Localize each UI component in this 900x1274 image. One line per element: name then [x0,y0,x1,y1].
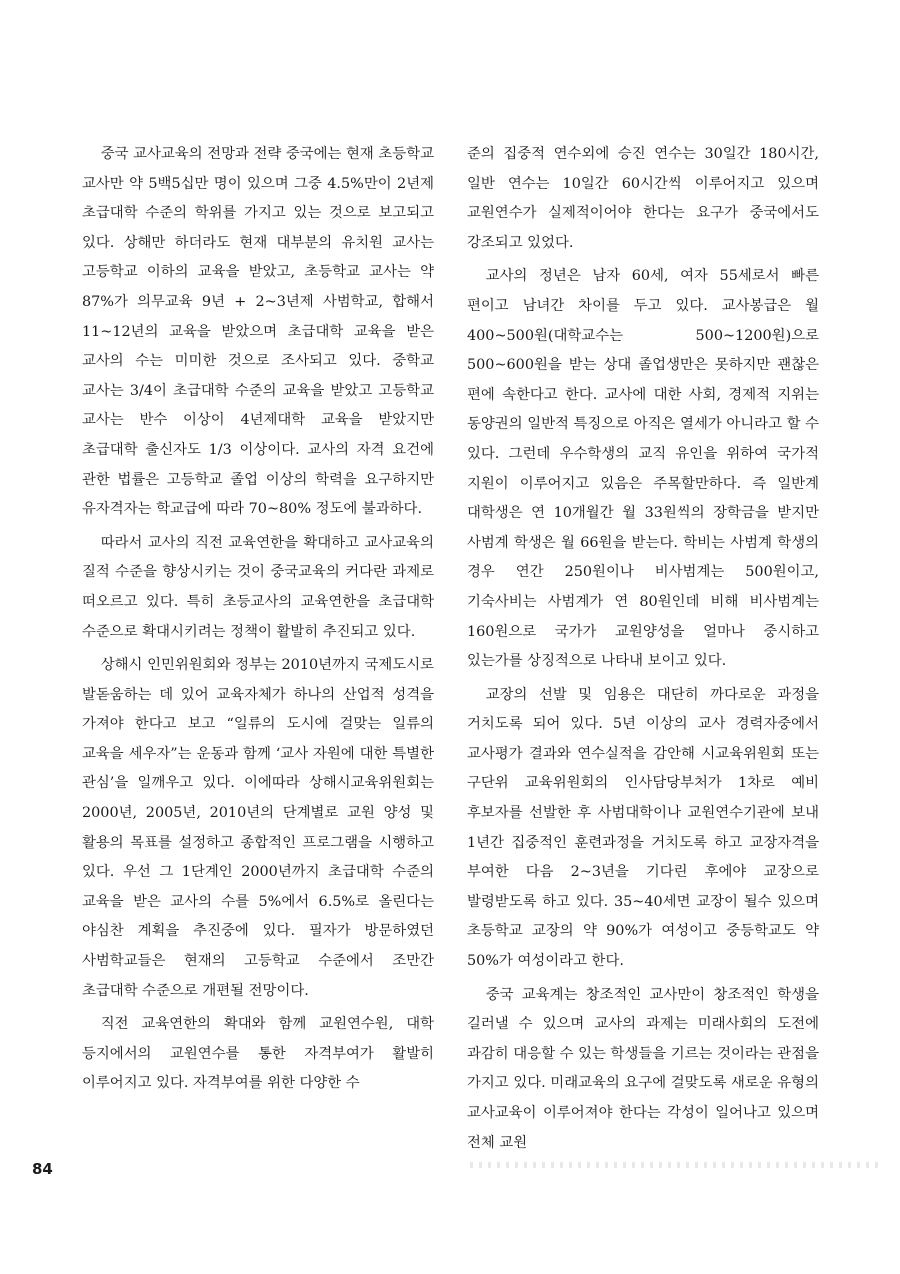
paragraph-continued: 준의 집중적 연수외에 승진 연수는 30일간 180시간, 일반 연수는 10일간 60시간씩 이루어지고 있으며 교원연수가 실제적이어야 한다는 요구가 중국에서도 강조되고 있었다. [467,146,819,251]
paragraph: 중국 교사교육의 전망과 전략 중국에는 현재 초등학교 교사만 약 5백5십만 명이 있으며 그중 4.5%만이 2년제 초급대학 수준의 학위를 가지고 있는 것으로 보고되고 있다. 상해만 하더라도 현재 대부분의 유치원 교사는 고등학교 이하의 교육을 받았고, 초등학교 교사는 약 87%가 의무교육 9년 + 2~3년제 사범학교, 합해서 11~12년의 교육을 받았으며 초급대학 교육을 받은 교사의 수는 미미한 것으로 조사되고 있다. 중학교 교사는 3/4이 초급대학 수준의 교육을 받았고 고등학교 교사는 반수 이상이 4년제대학 교육을 받았지만 초급대학 출신자도 1/3 이상이다. 교사의 자격 요건에 관한 법률은 고등학교 졸업 이상의 학력을 요구하지만 유자격자는 학교급에 따라 70~80% 정도에 불과하다. [82,146,434,518]
paragraph: 교사의 정년은 남자 60세, 여자 55세로서 빠른 편이고 남녀간 차이를 두고 있다. 교사봉급은 월 400~500원(대학교수는 500~1200원)으로 500~600원을 받는 상대 졸업생만은 못하지만 괜찮은 편에 속한다고 한다. 교사에 대한 사회, 경제적 지위는 동양권의 일반적 특징으로 아직은 열세가 아니라고 할 수 있다. 그런데 우수학생의 교직 유인을 위하여 국가적 지원이 이루어지고 있음은 주목할만하다. 즉 일반계 대학생은 연 10개월간 월 33원씩의 장학금을 받지만 사범계 학생은 월 66원을 받는다. 학비는 사범계 학생의 경우 연간 250원이나 비사범계는 500원이고, 기숙사비는 사범계가 연 80원인데 비해 비사범계는 160원으로 국가가 교원양성을 얼마나 중시하고 있는가를 상징적으로 나타내 보이고 있다. [467,268,819,670]
paragraph: 교장의 선발 및 임용은 대단히 까다로운 과정을 거치도록 되어 있다. 5년 이상의 교사 경력자중에서 교사평가 결과와 연수실적을 감안해 시교육위원회 또는 구단위 교육위원회의 인사담당부처가 1차로 예비 후보자를 선발한 후 사범대학이나 교원연수기관에 보내 1년간 집중적인 훈련과정을 거치도록 하고 교장자격을 부여한 다음 2~3년을 기다린 후에야 교장으로 발령받도록 하고 있다. 35~40세면 교장이 될수 있으며 초등학교 교장의 약 90%가 여성이고 중등학교도 약 50%가 여성이라고 한다. [467,686,819,970]
paragraph: 상해시 인민위원회와 정부는 2010년까지 국제도시로 발돋움하는 데 있어 교육자체가 하나의 산업적 성격을 가져야 한다고 보고 “일류의 도시에 걸맞는 일류의 교육을 세우자”는 운동과 함께 ‘교사 자원에 대한 특별한 관심’을 일깨우고 있다. 이에따라 상해시교육위원회는 2000년, 2005년, 2010년의 단계별로 교원 양성 및 활용의 목표를 설정하고 종합적인 프로그램을 시행하고 있다. 우선 그 1단계인 2000년까지 초급대학 수준의 교육을 받은 교사의 수를 5%에서 6.5%로 올린다는 야심찬 계획을 추진중에 있다. 필자가 방문하였던 사범학교들은 현재의 고등학교 수준에서 조만간 초급대학 수준으로 개편될 전망이다. [82,657,434,999]
scan-artifact [470,1162,880,1168]
paragraph: 중국 교육계는 창조적인 교사만이 창조적인 학생을 길러낼 수 있으며 교사의 과제는 미래사회의 도전에 과감히 대응할 수 있는 학생들을 기르는 것이라는 관점을 가지고 있다. 미래교육의 요구에 걸맞도록 새로운 유형의 교사교육이 이루어져야 한다는 각성이 일어나고 있으며 전체 교원 [467,986,819,1151]
paragraph: 따라서 교사의 직전 교육연한을 확대하고 교사교육의 질적 수준을 향상시키는 것이 중국교육의 커다란 과제로 떠오르고 있다. 특히 초등교사의 교육연한을 초급대학 수준으로 확대시키려는 정책이 활발히 추진되고 있다. [82,534,434,640]
paragraph: 직전 교육연한의 확대와 함께 교원연수원, 대학 등지에서의 교원연수를 통한 자격부여가 활발히 이루어지고 있다. 자격부여를 위한 다양한 수 [82,1016,434,1092]
right-column [467,140,819,1158]
page-number: 84 [32,1160,53,1178]
left-column [82,140,434,1099]
